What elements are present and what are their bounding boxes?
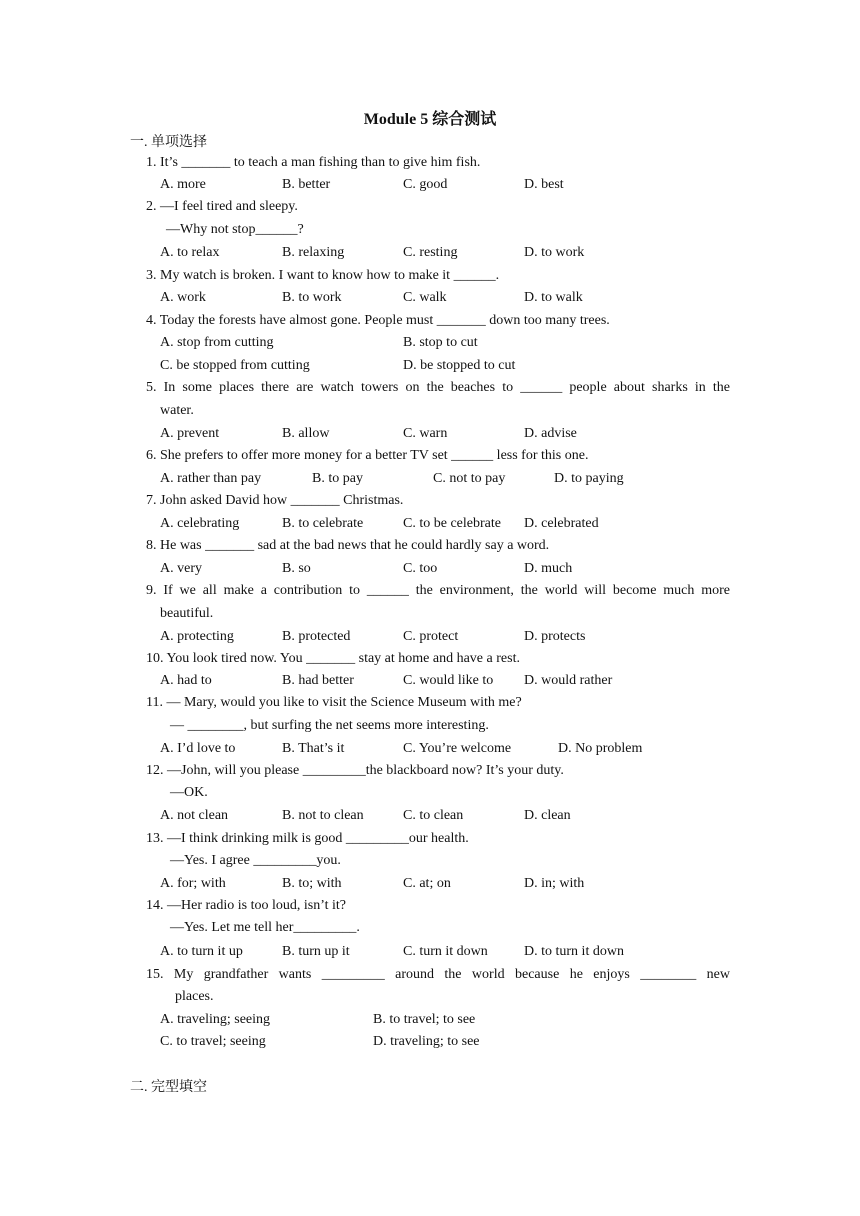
question-12-option-a: A. not clean <box>160 808 229 823</box>
question-8-option-d: D. much <box>524 561 573 576</box>
question-5-option-d: D. advise <box>524 426 577 441</box>
question-8-text: 8. He was _______ sad at the bad news that he could hardly say a word. <box>146 538 550 553</box>
question-10-option-d: D. would rather <box>524 673 613 688</box>
question-1-option-d: D. best <box>524 177 564 192</box>
question-2-text-cont: —Why not stop______? <box>166 222 304 237</box>
question-14-option-d: D. to turn it down <box>524 944 624 959</box>
question-10-option-c: C. would like to <box>403 673 494 688</box>
question-6-option-c: C. not to pay <box>433 471 506 486</box>
question-7-option-a: A. celebrating <box>160 516 240 531</box>
question-11-option-c: C. You’re welcome <box>403 741 512 756</box>
question-12-option-b: B. not to clean <box>282 808 364 823</box>
question-1-option-a: A. more <box>160 177 206 192</box>
question-13-option-a: A. for; with <box>160 876 226 891</box>
question-4-option-a: A. stop from cutting <box>160 335 274 350</box>
question-13-text-cont: —Yes. I agree _________you. <box>170 853 341 868</box>
question-3-option-d: D. to walk <box>524 290 583 305</box>
question-13-text: 13. —I think drinking milk is good _________our health. <box>146 831 469 846</box>
question-5-option-b: B. allow <box>282 426 330 441</box>
question-3-option-a: A. work <box>160 290 206 305</box>
question-15-option-b: B. to travel; to see <box>373 1012 476 1027</box>
question-12-option-c: C. to clean <box>403 808 464 823</box>
question-7-option-d: D. celebrated <box>524 516 599 531</box>
question-15-text-cont: places. <box>175 989 214 1004</box>
question-8-option-c: C. too <box>403 561 438 576</box>
question-13-option-b: B. to; with <box>282 876 342 891</box>
question-12-text-cont: —OK. <box>170 785 208 800</box>
question-15-text: 15. My grandfather wants _________ around the world because he enjoys ________ new <box>146 967 730 982</box>
question-3-option-b: B. to work <box>282 290 342 305</box>
question-9-option-a: A. protecting <box>160 629 234 644</box>
question-15-option-d: D. traveling; to see <box>373 1034 480 1049</box>
question-12-option-d: D. clean <box>524 808 571 823</box>
question-9-option-d: D. protects <box>524 629 586 644</box>
question-5-text: 5. In some places there are watch towers on the beaches to ______ people about sharks in the <box>146 380 730 395</box>
question-10-option-b: B. had better <box>282 673 354 688</box>
question-1-option-c: C. good <box>403 177 448 192</box>
question-12-text: 12. —John, will you please _________the blackboard now? It’s your duty. <box>146 763 564 778</box>
question-11-option-a: A. I’d love to <box>160 741 236 756</box>
question-10-option-a: A. had to <box>160 673 212 688</box>
question-2-option-d: D. to work <box>524 245 585 260</box>
question-14-text-cont: —Yes. Let me tell her_________. <box>170 920 360 935</box>
section-heading-2: 二. 完型填空 <box>130 1080 207 1095</box>
question-1-text: 1. It’s _______ to teach a man fishing than to give him fish. <box>146 155 481 170</box>
question-10-text: 10. You look tired now. You _______ stay at home and have a rest. <box>146 651 520 666</box>
question-2-option-c: C. resting <box>403 245 458 260</box>
question-7-option-b: B. to celebrate <box>282 516 364 531</box>
question-2-option-b: B. relaxing <box>282 245 345 260</box>
question-7-option-c: C. to be celebrate <box>403 516 501 531</box>
question-4-option-b: B. stop to cut <box>403 335 478 350</box>
question-11-text-cont: — ________, but surfing the net seems more interesting. <box>170 718 489 733</box>
question-15-option-c: C. to travel; seeing <box>160 1034 266 1049</box>
question-1-option-b: B. better <box>282 177 331 192</box>
section-heading-1: 一. 单项选择 <box>130 135 207 150</box>
question-4-option-c: C. be stopped from cutting <box>160 358 310 373</box>
question-6-text: 6. She prefers to offer more money for a better TV set ______ less for this one. <box>146 448 589 463</box>
question-13-option-d: D. in; with <box>524 876 585 891</box>
question-4-text: 4. Today the forests have almost gone. People must _______ down too many trees. <box>146 313 610 328</box>
question-4-option-d: D. be stopped to cut <box>403 358 516 373</box>
question-5-text-cont: water. <box>160 403 194 418</box>
question-13-option-c: C. at; on <box>403 876 451 891</box>
question-11-option-d: D. No problem <box>558 741 643 756</box>
question-14-option-a: A. to turn it up <box>160 944 243 959</box>
question-15-option-a: A. traveling; seeing <box>160 1012 271 1027</box>
question-11-text: 11. — Mary, would you like to visit the Science Museum with me? <box>146 695 522 710</box>
question-6-option-a: A. rather than pay <box>160 471 262 486</box>
page-title: Module 5 综合测试 <box>363 111 497 128</box>
question-6-option-b: B. to pay <box>312 471 363 486</box>
question-11-option-b: B. That’s it <box>282 741 345 756</box>
question-9-option-c: C. protect <box>403 629 459 644</box>
question-5-option-c: C. warn <box>403 426 448 441</box>
question-7-text: 7. John asked David how _______ Christmas. <box>146 493 404 508</box>
question-8-option-b: B. so <box>282 561 311 576</box>
question-6-option-d: D. to paying <box>554 471 624 486</box>
question-14-option-b: B. turn up it <box>282 944 350 959</box>
question-2-text: 2. —I feel tired and sleepy. <box>146 199 298 214</box>
question-14-option-c: C. turn it down <box>403 944 488 959</box>
question-3-text: 3. My watch is broken. I want to know how to make it ______. <box>146 268 500 283</box>
question-9-text-cont: beautiful. <box>160 606 214 621</box>
question-8-option-a: A. very <box>160 561 202 576</box>
question-9-text: 9. If we all make a contribution to ______ the environment, the world will become much more <box>146 583 730 598</box>
question-9-option-b: B. protected <box>282 629 351 644</box>
question-14-text: 14. —Her radio is too loud, isn’t it? <box>146 898 346 913</box>
question-3-option-c: C. walk <box>403 290 447 305</box>
question-2-option-a: A. to relax <box>160 245 220 260</box>
question-5-option-a: A. prevent <box>160 426 220 441</box>
